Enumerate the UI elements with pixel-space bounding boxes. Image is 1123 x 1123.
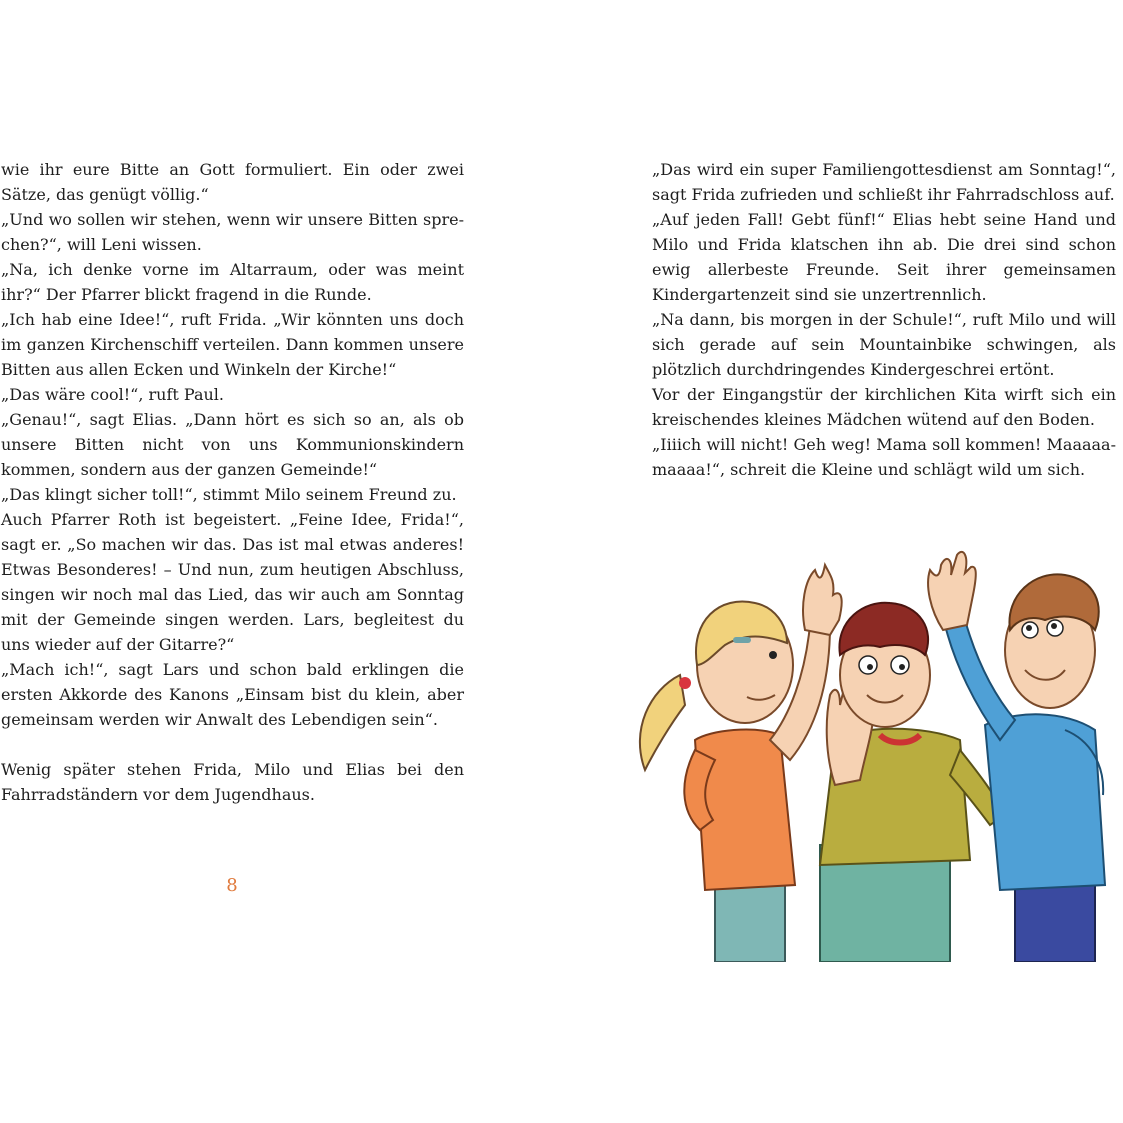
paragraph: „Das klingt sicher toll!“, stimmt Milo seinem Freund zu. <box>1 485 457 504</box>
paragraph: „Ich hab eine Idee!“, ruft Frida. „Wir könnten uns doch im ganzen Kirchenschiff verteilen. Dann kommen unsere Bitten aus allen Ecken und Winkeln der Kirche!“ <box>1 310 464 379</box>
paragraph: wie ihr eure Bitte an Gott formuliert. Ein oder zwei Sätze, das genügt völlig.“ <box>1 160 464 204</box>
paragraph: „Das wird ein super Familiengottesdienst am Sonntag!“, sagt Frida zufrieden und schließt ihr Fahrradschloss auf. <box>652 160 1116 204</box>
paragraph: „Iiiich will nicht! Geh weg! Mama soll kommen! Maaaaamaaaa!“, schreit die Kleine und schlägt wild um sich. <box>652 435 1116 479</box>
right-page-text <box>652 157 1116 482</box>
paragraph: „Na dann, bis morgen in der Schule!“, ruft Milo und will sich gerade auf sein Mountainbike schwingen, als plötzlich durchdringendes Kindergeschrei ertönt. <box>652 310 1116 379</box>
paragraph: „Genau!“, sagt Elias. „Dann hört es sich so an, als ob unsere Bitten nicht von uns Kommunionskindern kommen, sondern aus der ganzen Gemeinde!“ <box>1 410 464 479</box>
paragraph: „Und wo sollen wir stehen, wenn wir unsere Bitten sprechen?“, will Leni wissen. <box>1 210 464 254</box>
page-number: 8 <box>226 875 238 896</box>
paragraph: Vor der Eingangstür der kirchlichen Kita wirft sich ein kreischendes kleines Mädchen wütend auf den Boden. <box>652 385 1116 429</box>
paragraph: „Na, ich denke vorne im Altarraum, oder was meint ihr?“ Der Pfarrer blickt fragend in die Runde. <box>1 260 464 304</box>
left-page-text <box>1 157 464 807</box>
paragraph: „Mach ich!“, sagt Lars und schon bald erklingen die ersten Akkorde des Kanons „Einsam bist du klein, aber gemeinsam werden wir Anwalt des Lebendigen sein“. <box>1 660 464 729</box>
high-five-illustration <box>625 525 1120 962</box>
paragraph: Wenig später stehen Frida, Milo und Elias bei den Fahrradständern vor dem Jugendhaus. <box>1 760 464 804</box>
paragraph: Auch Pfarrer Roth ist begeistert. „Feine Idee, Frida!“, sagt er. „So machen wir das. Das ist mal etwas anderes! Etwas Besonderes! – Und nun, zum heutigen Abschluss, singen wir noch mal das Lied, das wir auch am Sonntag mit der Gemeinde singen werden. Lars, begleitest du uns wieder auf der Gitarre?“ <box>1 510 464 654</box>
paragraph: „Das wäre cool!“, ruft Paul. <box>1 385 224 404</box>
left-page <box>0 0 560 1123</box>
frida-figure <box>640 565 842 962</box>
paragraph: „Auf jeden Fall! Gebt fünf!“ Elias hebt seine Hand und Milo und Frida klatschen ihn ab. Die drei sind schon ewig allerbeste Freunde. Seit ihrer gemeinsamen Kindergartenzeit sind sie unzertrennlich. <box>652 210 1116 304</box>
